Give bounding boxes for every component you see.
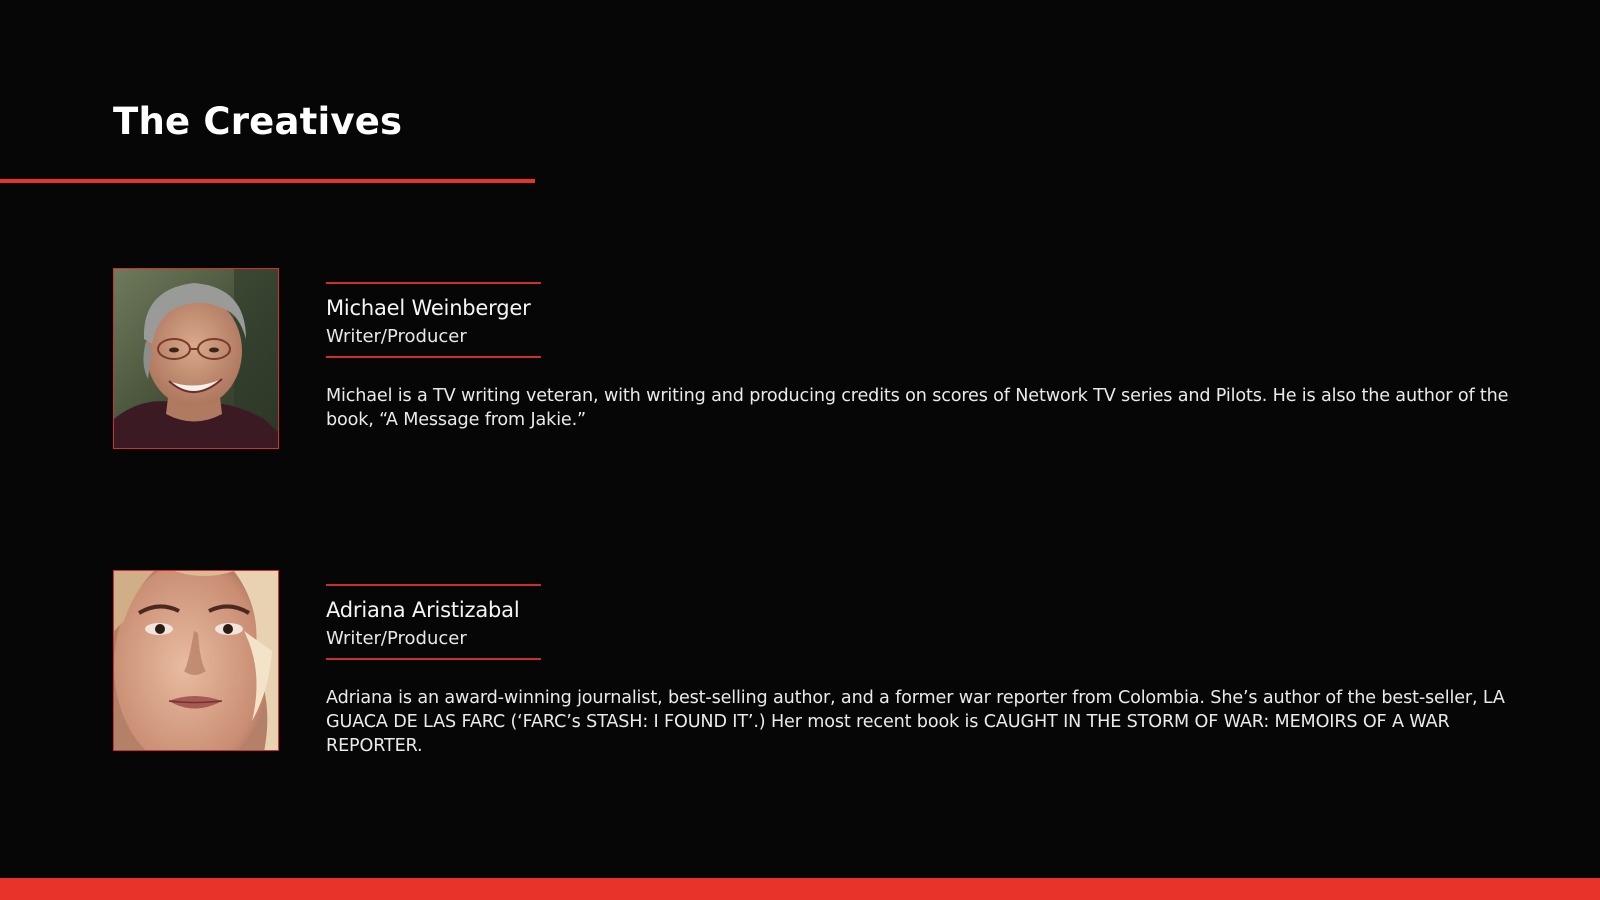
portrait-photo-man: [113, 268, 279, 449]
person-role: Writer/Producer: [326, 628, 467, 649]
divider-top: [326, 282, 541, 284]
divider-bottom: [326, 658, 541, 660]
footer-accent-bar: [0, 878, 1600, 900]
profile-card-michael: [113, 268, 1513, 453]
name-block: [326, 584, 541, 660]
portrait-photo-woman: [113, 570, 279, 751]
name-block: [326, 282, 541, 358]
person-bio: Adriana is an award-winning journalist, best-selling author, and a former war reporter from Colombia. She’s author of the best-seller, LA GUACA DE LAS FARC (‘FARC’s STASH: I FOUND IT’.) Her most recent book is CAUGHT IN THE STORM OF WAR: MEMOIRS OF A WAR REPORTER.: [326, 688, 1505, 756]
person-name: Michael Weinberger: [326, 296, 531, 320]
divider-top: [326, 584, 541, 586]
person-name: Adriana Aristizabal: [326, 598, 520, 622]
person-role: Writer/Producer: [326, 326, 467, 347]
title-underline: [0, 179, 535, 183]
person-bio: Michael is a TV writing veteran, with writing and producing credits on scores of Network TV series and Pilots. He is also the author of the book, “A Message from Jakie.”: [326, 386, 1509, 430]
divider-bottom: [326, 356, 541, 358]
page-title: The Creatives: [113, 100, 403, 143]
profile-card-adriana: [113, 570, 1513, 755]
